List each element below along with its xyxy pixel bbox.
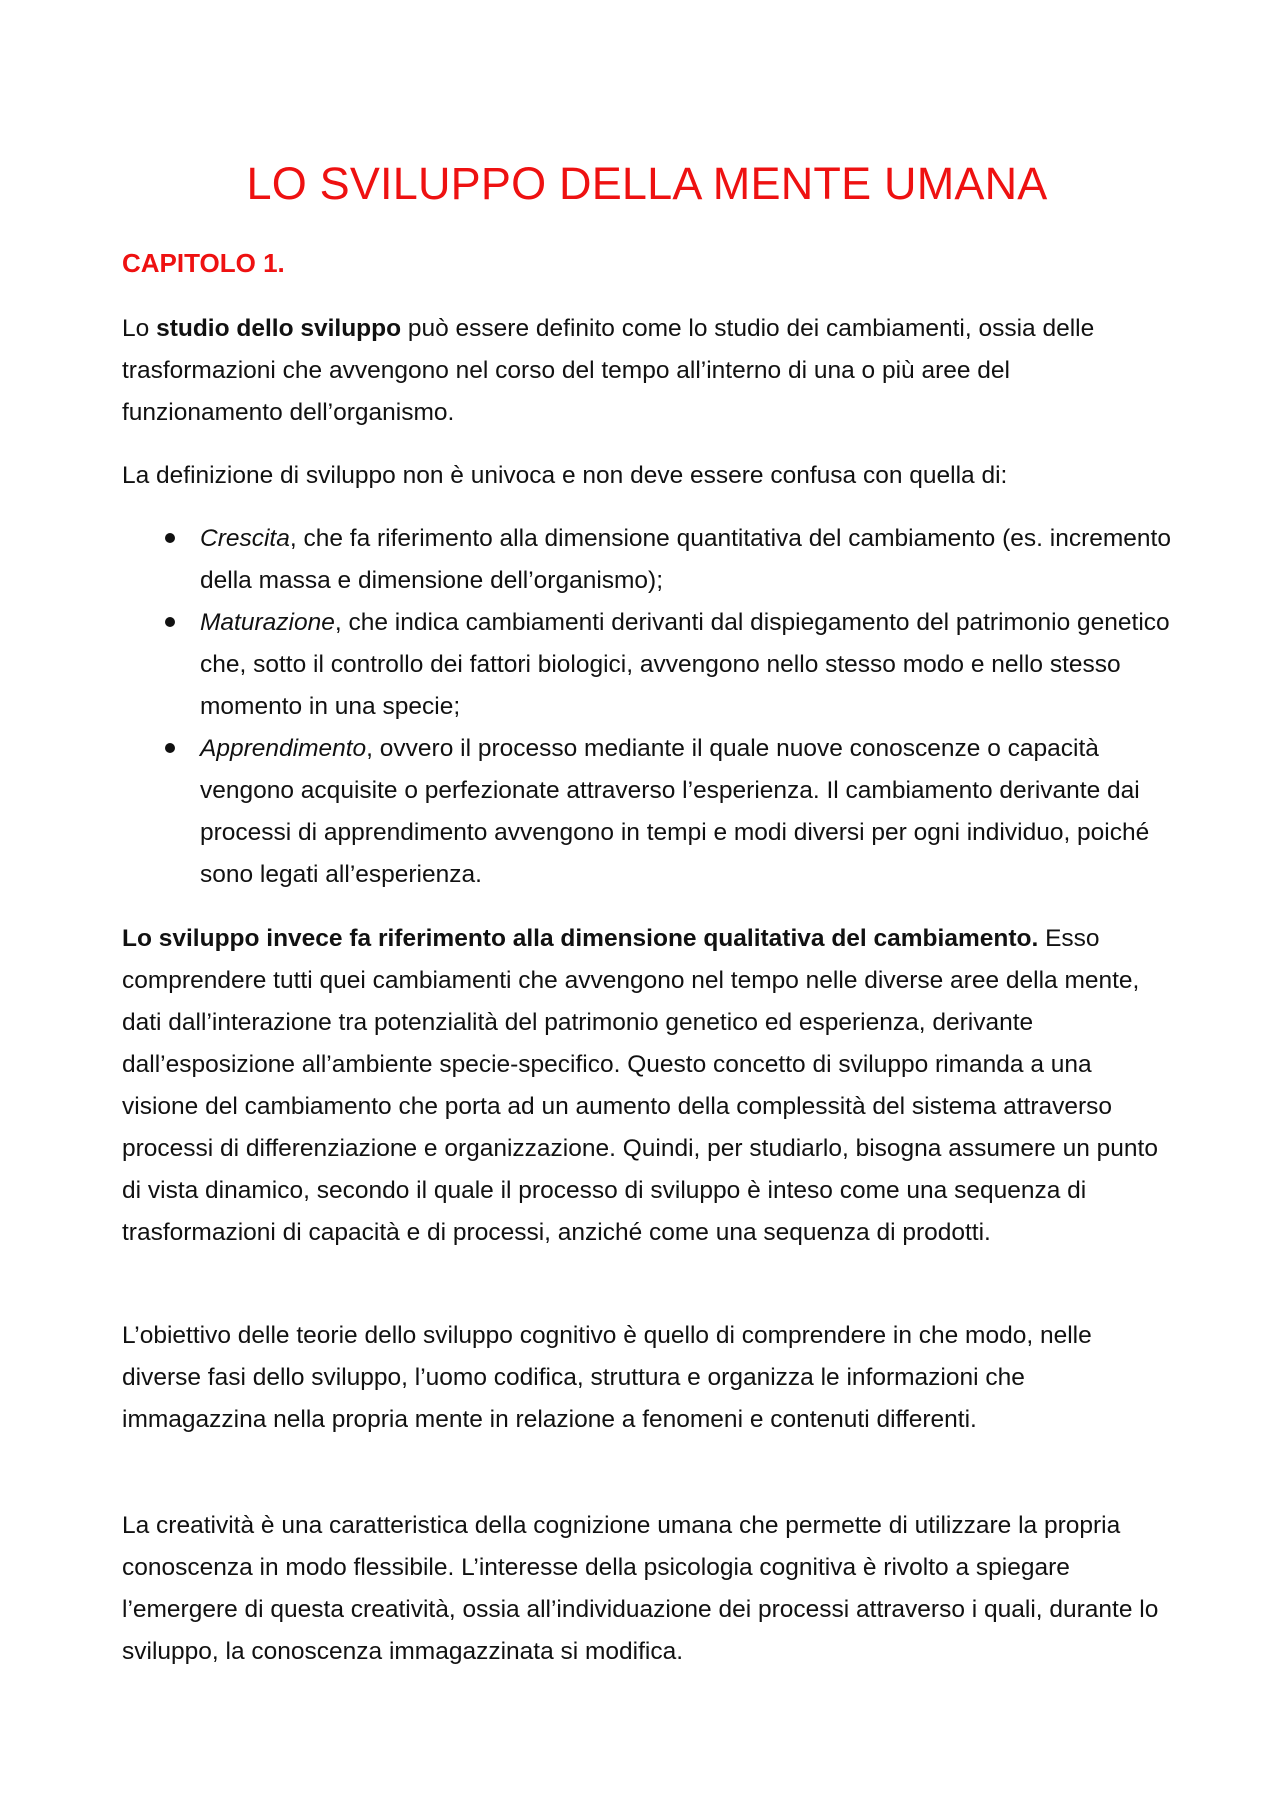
paragraph-bold-term: studio dello sviluppo xyxy=(156,315,402,342)
list-item-term: Maturazione xyxy=(200,609,335,636)
list-item-text: , ovvero il processo mediante il quale nuove conoscenze o capacità vengono acquisite o perfezionate attraverso l’esperienza. Il cambiamento derivante dai processi di apprendimento avvengono in tempi e modi diversi per ogni individuo, poiché sono legati all’esperienza. xyxy=(200,735,1150,888)
paragraph-text: Esso comprendere tutti quei cambiamenti che avvengono nel tempo nelle diverse aree della mente, dati dall’interazione tra potenzialità del patrimonio genetico ed esperienza, derivante dall’esposizione all’ambiente specie-specifico. Questo concetto di sviluppo rimanda a una visione del cambiamento che porta ad un aumento della complessità del sistema attraverso processi di differenziazione e organizzazione. Quindi, per studiarlo, bisogna assumere un punto di vista dinamico, secondo il quale il processo di sviluppo è inteso come una sequenza di trasformazioni di capacità e di processi, anziché come una sequenza di prodotti. xyxy=(122,925,1158,1246)
paragraph-qualitative-development xyxy=(122,918,1172,1254)
document-title: LO SVILUPPO DELLA MENTE UMANA xyxy=(246,158,1048,209)
paragraph-cognitive-theories: L’obiettivo delle teorie dello sviluppo cognitivo è quello di comprendere in che modo, nelle diverse fasi dello sviluppo, l’uomo codifica, struttura e organizza le informazioni che immagazzina nella propria mente in relazione a fenomeni e contenuti differenti. xyxy=(122,1322,1092,1433)
bullet-icon xyxy=(165,743,175,753)
paragraph-text: può essere definito come lo studio dei cambiamenti, ossia delle trasformazioni che avvengono nel corso del tempo all’interno di una o più aree del funzionamento dell’organismo. xyxy=(122,315,1095,426)
list-item xyxy=(122,602,1172,728)
paragraph-study-definition xyxy=(122,308,1172,434)
list-item xyxy=(122,518,1172,602)
list-item-term: Apprendimento xyxy=(200,735,367,762)
bullet-list xyxy=(122,518,1172,896)
paragraph-lead: Lo xyxy=(122,315,157,342)
list-item-text: , che indica cambiamenti derivanti dal dispiegamento del patrimonio genetico che, sotto il controllo dei fattori biologici, avvengono nello stesso modo e nello stesso momento in una specie; xyxy=(200,609,1170,720)
paragraph-definition-intro: La definizione di sviluppo non è univoca e non deve essere confusa con quella di: xyxy=(122,462,1008,489)
bullet-icon xyxy=(165,533,175,543)
bullet-icon xyxy=(165,617,175,627)
paragraph-creativity: La creatività è una caratteristica della cognizione umana che permette di utilizzare la propria conoscenza in modo flessibile. L’interesse della psicologia cognitiva è rivolto a spiegare l’emergere di questa creatività, ossia all’individuazione dei processi attraverso i quali, durante lo sviluppo, la conoscenza immagazzinata si modifica. xyxy=(122,1512,1159,1665)
list-item xyxy=(122,728,1172,896)
list-item-term: Crescita xyxy=(200,525,290,552)
chapter-heading: CAPITOLO 1. xyxy=(122,248,285,278)
paragraph-bold-sentence: Lo sviluppo invece fa riferimento alla dimensione qualitativa del cambiamento. xyxy=(122,925,1039,952)
list-item-text: , che fa riferimento alla dimensione quantitativa del cambiamento (es. incremento della massa e dimensione dell’organismo); xyxy=(200,525,1171,594)
